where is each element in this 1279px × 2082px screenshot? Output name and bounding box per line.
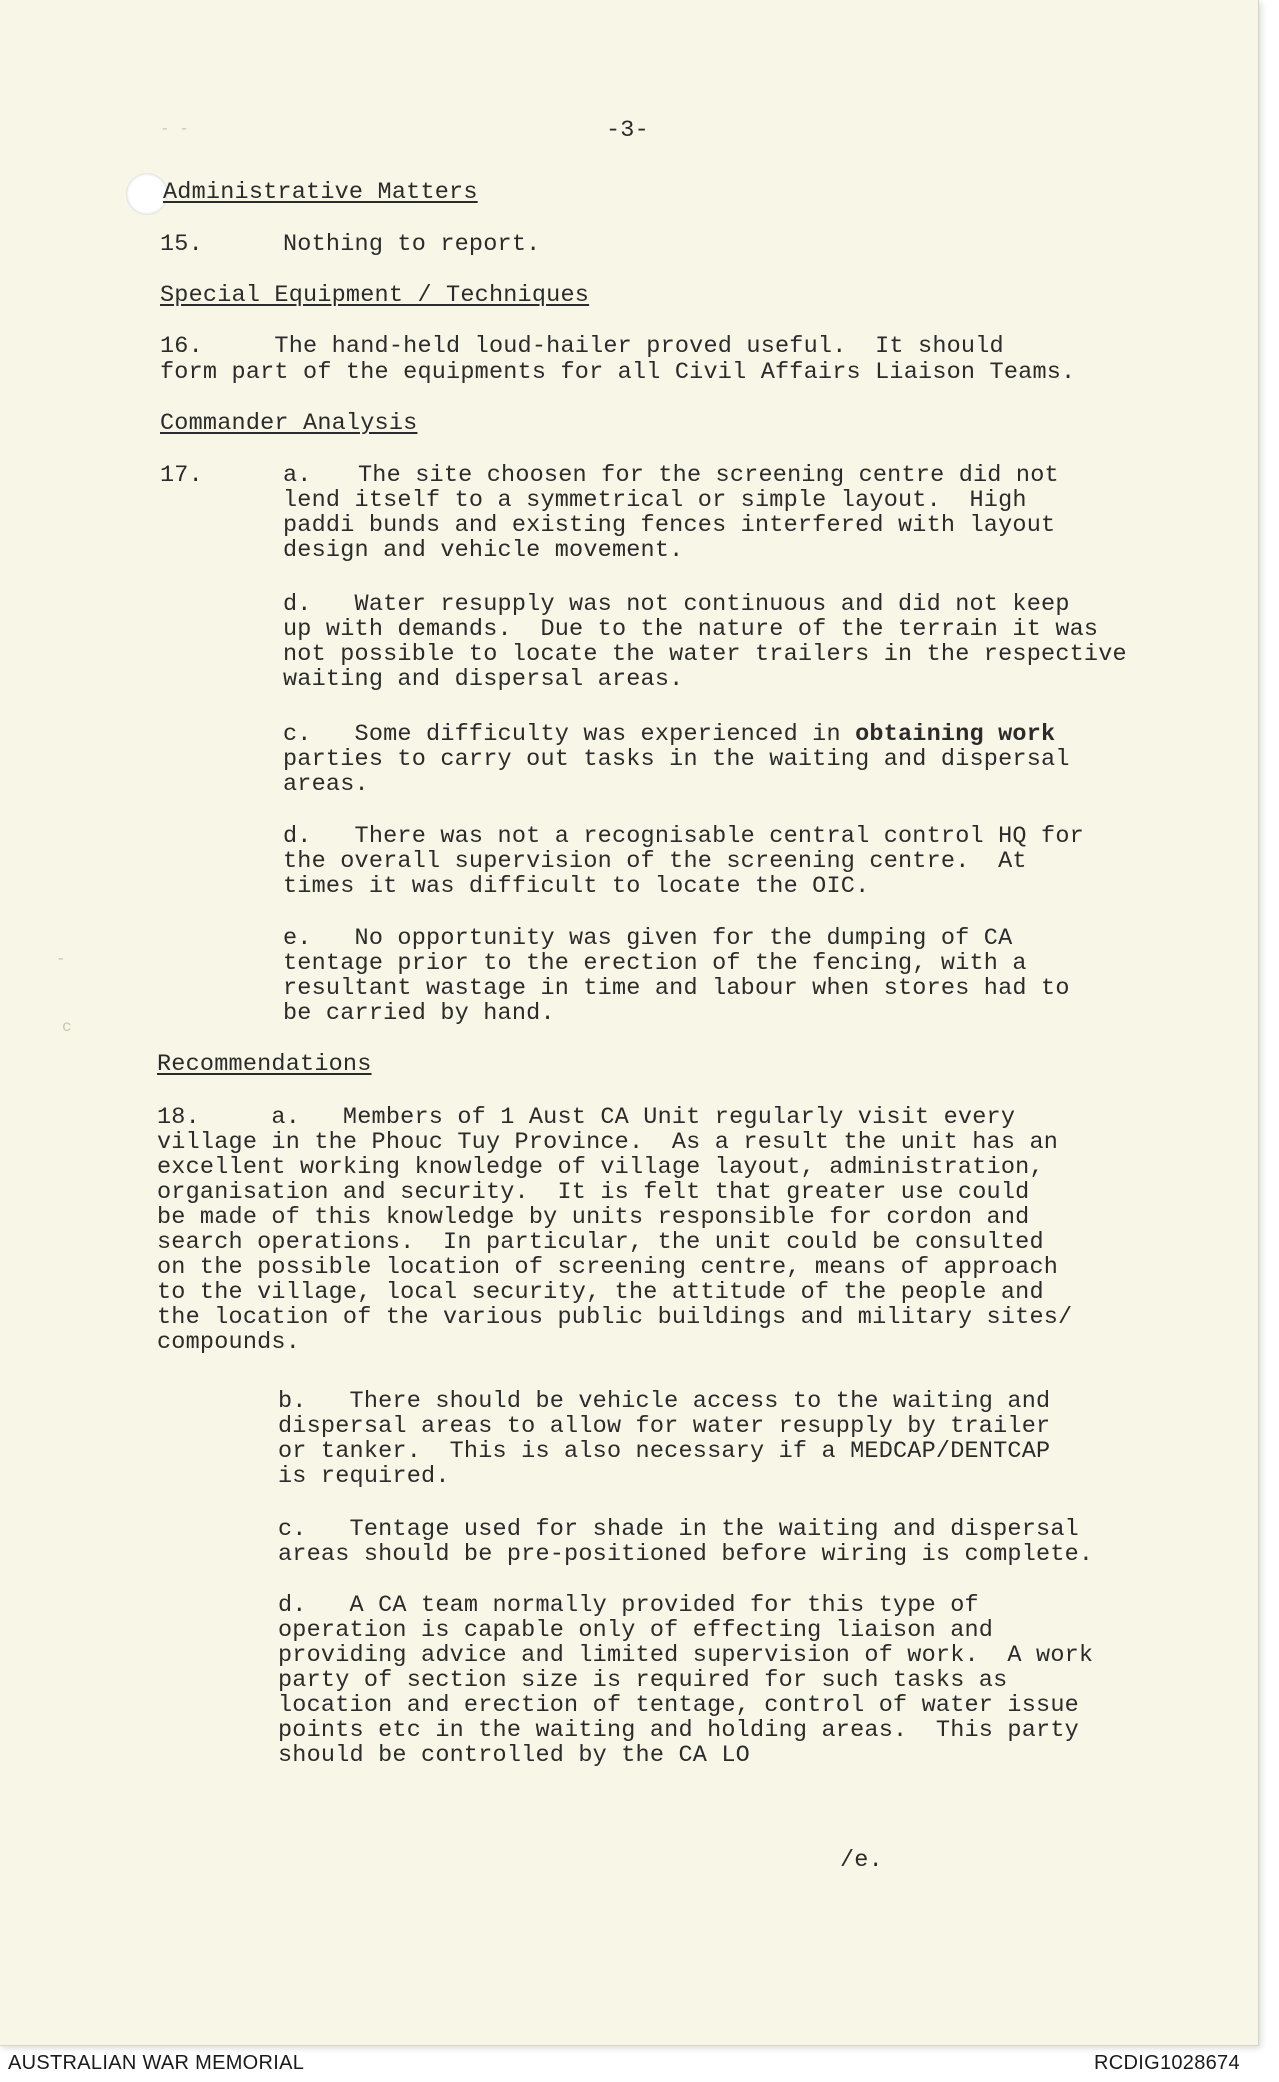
- paragraph-18a: 18. a. Members of 1 Aust CA Unit regularly visit every village in the Phouc Tuy Province. As a result the unit has an excellent working knowledge of village layout, administration, organisation and security. It is felt that greater use could be made of this knowledge by units responsible for cordon and search operations. In particular, the unit could be consulted on the possible location of screening centre, means of approach to the village, local security, the attitude of the people and the location of the various public buildings and military sites/ compounds.: [157, 1104, 1073, 1356]
- paragraph-15-number: 15.: [160, 231, 203, 258]
- paragraph-18d: d. A CA team normally provided for this type of operation is capable only of effecting liaison and providing advice and limited supervision of work. A work party of section size is required for such tasks as location and erection of tentage, control of water issue points etc in the waiting and holding areas. This party should be controlled by the CA LO: [278, 1592, 1094, 1769]
- faint-mark: - -: [160, 120, 189, 138]
- faint-mark: c: [62, 1018, 72, 1036]
- paragraph-17c-start: c. Some difficulty was experienced in: [283, 721, 856, 748]
- paragraph-17c-body: parties to carry out tasks in the waiting and dispersal areas.: [283, 746, 1070, 798]
- paragraph-17c-first-line: [283, 722, 1055, 747]
- heading-commander-analysis: Commander Analysis: [160, 410, 418, 437]
- paragraph-17a-first-line: The site choosen for the screening centre did not: [358, 462, 1059, 489]
- paragraph-15-text: Nothing to report.: [283, 231, 541, 258]
- paragraph-17a-body: lend itself to a symmetrical or simple layout. High paddi bunds and existing fences interfered with layout design and vehicle movement.: [283, 487, 1056, 564]
- paragraph-17-number: 17.: [160, 462, 203, 489]
- paragraph-17d-control: d. There was not a recognisable central control HQ for the overall supervision of the screening centre. At times it was difficult to locate the OIC.: [283, 823, 1084, 900]
- paragraph-17a-label: a.: [283, 462, 312, 489]
- heading-administrative-matters: Administrative Matters: [163, 179, 478, 206]
- paragraph-16-line-2: form part of the equipments for all Civil Affairs Liaison Teams.: [160, 359, 1076, 386]
- punch-hole: [126, 173, 168, 215]
- faint-mark: -: [56, 950, 66, 968]
- heading-recommendations: Recommendations: [157, 1051, 372, 1078]
- heading-special-equipment: Special Equipment / Techniques: [160, 282, 590, 309]
- paragraph-17c-bold: obtaining work: [855, 721, 1056, 748]
- footer-archive-name: AUSTRALIAN WAR MEMORIAL: [8, 2052, 305, 2074]
- paragraph-18c: c. Tentage used for shade in the waiting and dispersal areas should be pre-positioned before wiring is complete.: [278, 1516, 1094, 1568]
- footer-record-id: RCDIG1028674: [1094, 2052, 1240, 2074]
- paragraph-16-line-1: 16. The hand-held loud-hailer proved useful. It should: [160, 333, 1004, 360]
- continuation-marker: /e.: [840, 1847, 883, 1874]
- paragraph-17d-water: d. Water resupply was not continuous and did not keep up with demands. Due to the nature of the terrain it was not possible to locate the water trailers in the respective waiting and dispersal areas.: [283, 591, 1127, 693]
- paragraph-17e: e. No opportunity was given for the dumping of CA tentage prior to the erection of the fencing, with a resultant wastage in time and labour when stores had to be carried by hand.: [283, 925, 1070, 1027]
- paragraph-18b: b. There should be vehicle access to the waiting and dispersal areas to allow for water resupply by trailer or tanker. This is also necessary if a MEDCAP/DENTCAP is required.: [278, 1388, 1051, 1490]
- page-number: -3-: [606, 117, 649, 144]
